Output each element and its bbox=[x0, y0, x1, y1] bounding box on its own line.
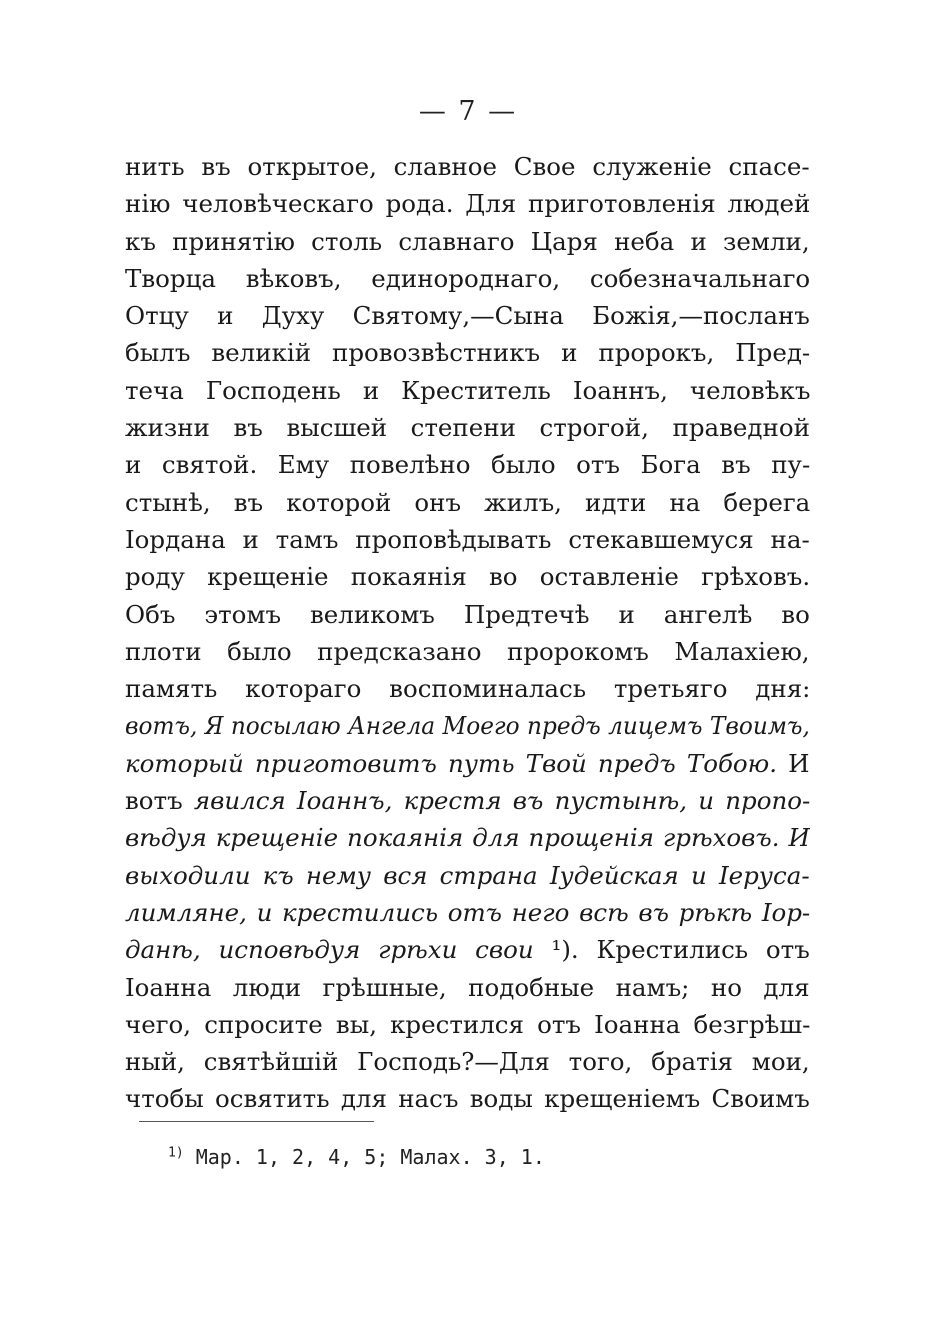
footnote-rule bbox=[139, 1121, 374, 1122]
text-segment: Отцу и Духу Святому,—Сына Божія,—посланъ bbox=[125, 301, 810, 331]
italic-quote-segment: явился Іоаннъ, крестя въ пустынѣ, и пропо- bbox=[193, 786, 810, 816]
text-line bbox=[125, 409, 810, 446]
body-text bbox=[125, 148, 810, 1118]
text-segment: теча Господень и Креститель Іоаннъ, человѣкъ bbox=[125, 375, 810, 405]
text-segment: стынѣ, въ которой онъ жилъ, идти на берега bbox=[125, 487, 810, 517]
text-line bbox=[125, 894, 810, 931]
text-line bbox=[125, 372, 810, 409]
text-line bbox=[125, 148, 810, 185]
text-line bbox=[125, 670, 810, 707]
text-segment: чтобы освятить для насъ воды крещеніемъ Своимъ bbox=[125, 1084, 810, 1114]
text-line bbox=[125, 446, 810, 483]
text-line bbox=[125, 185, 810, 222]
text-line bbox=[125, 819, 810, 856]
text-line bbox=[125, 223, 810, 260]
text-line bbox=[125, 857, 810, 894]
italic-quote-segment: лимляне, и крестились отъ него всѣ въ рѣкѣ Іор- bbox=[125, 897, 810, 927]
italic-quote-segment: который приготовитъ путь Твой предъ Тобою. bbox=[125, 748, 778, 778]
text-segment: Іоанна люди грѣшные, подобные намъ; но для bbox=[125, 972, 810, 1002]
text-segment: память котораго воспоминалась третьяго дня: bbox=[125, 674, 810, 704]
italic-quote-segment: данѣ, исповѣдуя грѣхи свои bbox=[125, 935, 534, 965]
text-segment: И bbox=[777, 748, 810, 778]
text-line bbox=[125, 1080, 810, 1117]
text-segment: Творца вѣковъ, единороднаго, собезначальнаго bbox=[125, 263, 810, 293]
italic-quote-segment: выходили къ нему вся страна Іудейская и Іеруса- bbox=[125, 860, 810, 890]
text-line bbox=[125, 260, 810, 297]
text-line bbox=[125, 1006, 810, 1043]
text-line bbox=[125, 484, 810, 521]
text-segment: чего, спросите вы, крестился отъ Іоанна безгрѣш- bbox=[125, 1009, 810, 1039]
text-segment: и святой. Ему повелѣно было отъ Бога въ пу- bbox=[125, 450, 810, 480]
footnote bbox=[168, 1140, 545, 1174]
text-segment: ¹). Крестились отъ bbox=[533, 935, 810, 965]
text-line bbox=[125, 707, 810, 744]
text-segment: былъ великій провозвѣстникъ и пророкъ, Пред- bbox=[125, 338, 810, 368]
italic-quote-segment: вотъ, Я посылаю Ангела Моего предъ лицемъ Твоимъ, bbox=[125, 711, 810, 741]
text-segment: роду крещеніе покаянія во оставленіе грѣховъ. bbox=[125, 562, 810, 592]
text-segment: вотъ bbox=[125, 786, 194, 816]
text-segment: жизни въ высшей степени строгой, праведной bbox=[125, 413, 810, 443]
text-segment: нить въ открытое, славное Свое служеніе спасе- bbox=[125, 152, 810, 181]
text-line bbox=[125, 745, 810, 782]
text-line bbox=[125, 931, 810, 968]
text-line bbox=[125, 596, 810, 633]
text-line bbox=[125, 297, 810, 334]
text-segment: нію человѣческаго рода. Для приготовленія людей bbox=[125, 189, 810, 219]
text-segment: Объ этомъ великомъ Предтечѣ и ангелѣ во bbox=[125, 599, 810, 629]
text-line bbox=[125, 969, 810, 1006]
text-segment: Іордана и тамъ проповѣдывать стекавшемуся на- bbox=[125, 524, 810, 554]
text-segment: ный, святѣйшій Господь?—Для того, братія мои, bbox=[125, 1047, 810, 1077]
text-line bbox=[125, 334, 810, 371]
footnote-mark: 1) bbox=[168, 1145, 184, 1161]
text-line bbox=[125, 1043, 810, 1080]
text-line bbox=[125, 633, 810, 670]
text-line bbox=[125, 521, 810, 558]
text-segment: плоти было предсказано пророкомъ Малахіею, bbox=[125, 636, 810, 666]
text-line bbox=[125, 558, 810, 595]
text-segment: къ принятію столь славнаго Царя неба и земли, bbox=[125, 226, 810, 256]
italic-quote-segment: вѣдуя крещеніе покаянія для прощенія грѣховъ. И bbox=[125, 823, 810, 853]
footnote-text: Мар. 1, 2, 4, 5; Малах. 3, 1. bbox=[183, 1145, 545, 1169]
page-number: — 7 — bbox=[418, 96, 518, 127]
text-line bbox=[125, 782, 810, 819]
